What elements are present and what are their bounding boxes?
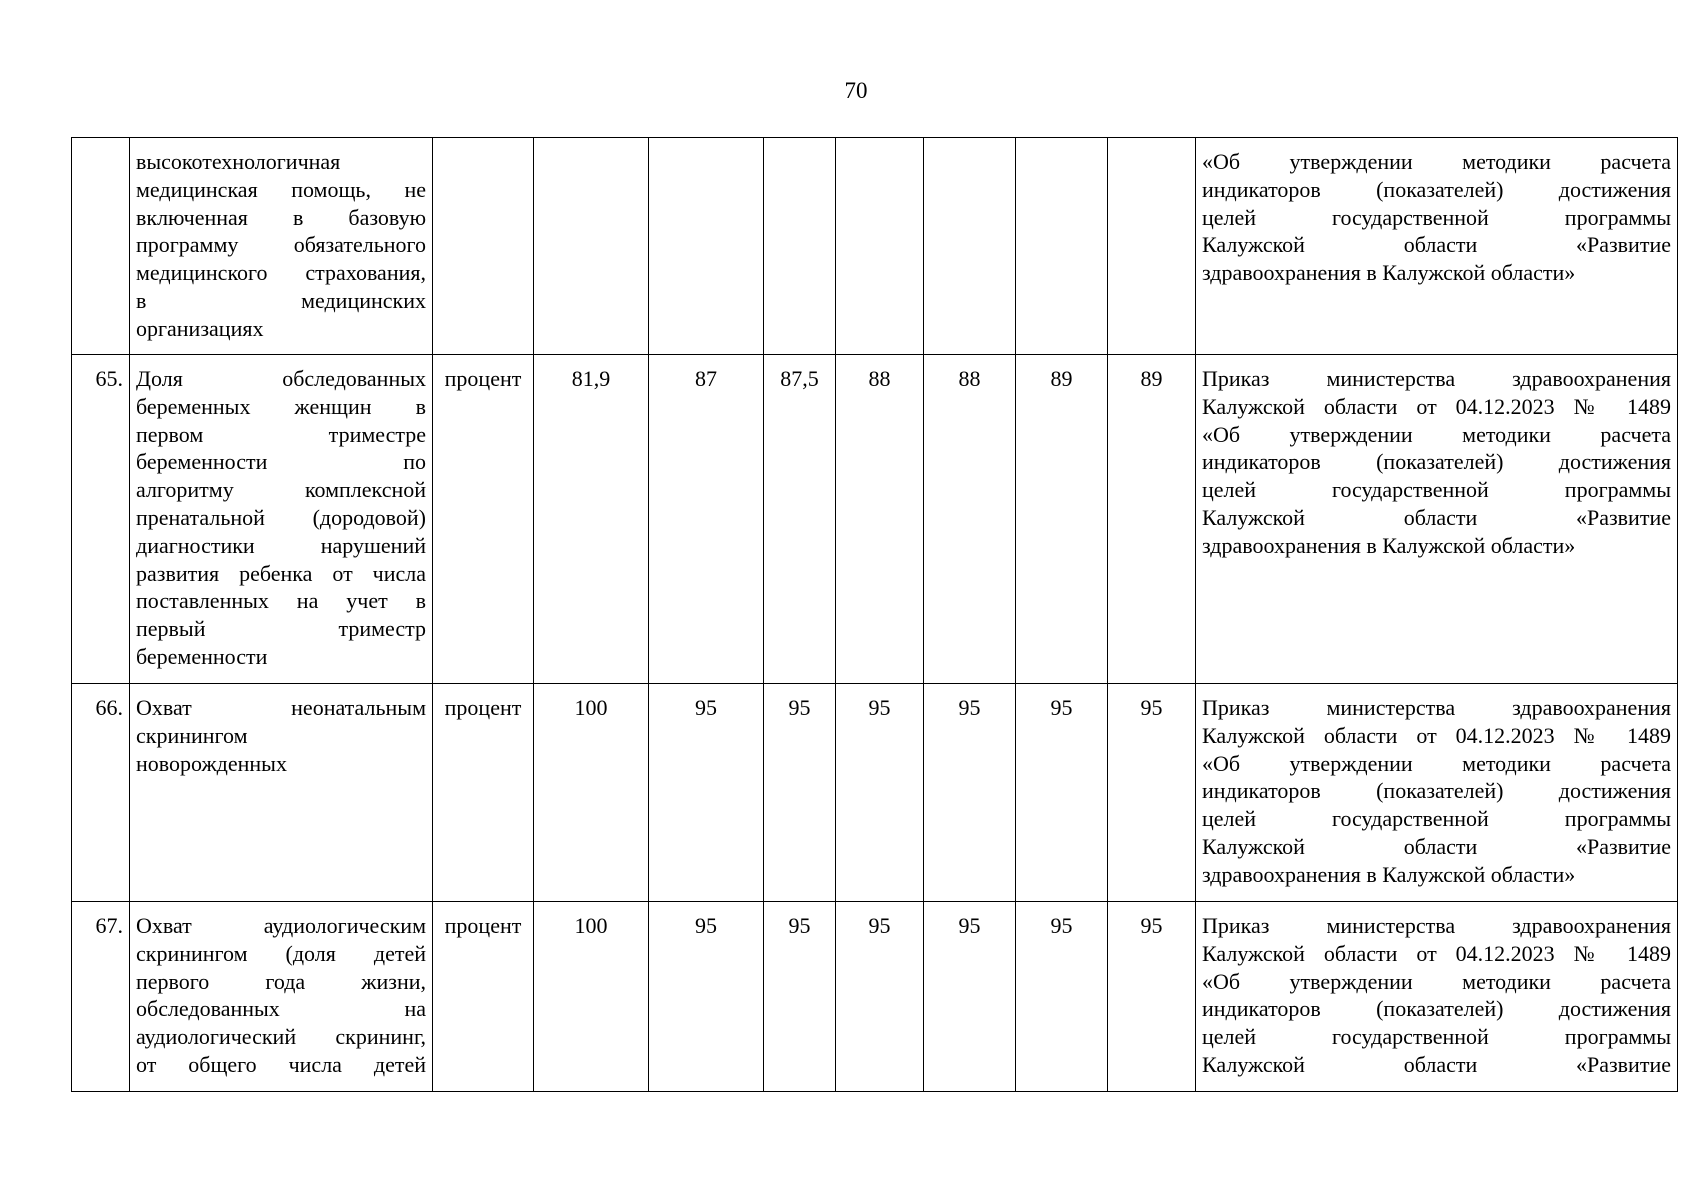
source-document-line: Калужской области от 04.12.2023 № 1489 [1202, 940, 1671, 966]
value-cell: 95 [1016, 902, 1108, 1092]
source-document-cell [1196, 355, 1678, 684]
source-document-cell [1196, 138, 1678, 355]
source-document-line: Приказ министерства здравоохранения [1202, 366, 1671, 391]
row-number-cell: 65. [72, 355, 130, 684]
value-cell: 95 [836, 684, 924, 902]
value-cell: 100 [534, 684, 649, 902]
source-document-line: целей государственной программы [1202, 1024, 1671, 1050]
source-document-line: «Об утверждении методики расчета [1202, 421, 1671, 447]
indicator-name-line: пренатальной (дородовой) [136, 504, 426, 530]
source-document-line: «Об утверждении методики расчета [1202, 750, 1671, 776]
indicator-name-line: медицинского страхования, [136, 260, 426, 286]
value-cell: 81,9 [534, 355, 649, 684]
indicator-name-line: включенная в базовую [136, 204, 426, 230]
source-document-line: Калужской области «Развитие [1202, 1051, 1671, 1077]
table-body [72, 138, 1678, 1092]
indicator-name-line: скринингом (доля детей [136, 940, 426, 966]
indicator-name-line: первый триместр [136, 616, 426, 642]
indicator-name-line: программу обязательного [136, 232, 426, 258]
source-document-line: Приказ министерства здравоохранения [1202, 913, 1671, 938]
indicator-name-line: первом триместре [136, 421, 426, 447]
value-cell: 95 [764, 902, 836, 1092]
indicator-name-line: диагностики нарушений [136, 532, 426, 558]
indicator-name-line: беременности по [136, 449, 426, 475]
value-cell: 95 [649, 684, 764, 902]
row-number-cell: 66. [72, 684, 130, 902]
value-cell [924, 138, 1016, 355]
value-cell: 88 [924, 355, 1016, 684]
value-cell [764, 138, 836, 355]
source-document-line: целей государственной программы [1202, 204, 1671, 230]
source-document-cell [1196, 684, 1678, 902]
unit-cell: процент [433, 355, 534, 684]
value-cell [1108, 138, 1196, 355]
indicator-name-line: Охват аудиологическим [136, 913, 426, 938]
source-document-line: здравоохранения в Калужской области» [1202, 861, 1576, 887]
source-document-cell [1196, 902, 1678, 1092]
indicator-name-line: Охват неонатальным [136, 695, 426, 720]
source-document-line: Калужской области от 04.12.2023 № 1489 [1202, 722, 1671, 748]
source-document-line: «Об утверждении методики расчета [1202, 968, 1671, 994]
table-row [72, 355, 1678, 684]
page-number: 70 [844, 78, 868, 103]
source-document-line: индикаторов (показателей) достижения [1202, 778, 1671, 804]
source-document-line: Калужской области «Развитие [1202, 232, 1671, 258]
value-cell: 89 [1016, 355, 1108, 684]
table-row [72, 138, 1678, 355]
indicator-name-line: беременности [136, 643, 268, 669]
value-cell [534, 138, 649, 355]
value-cell: 95 [1108, 902, 1196, 1092]
unit-cell: процент [433, 902, 534, 1092]
source-document-line: целей государственной программы [1202, 477, 1671, 503]
indicator-name-line: Доля обследованных [136, 366, 426, 391]
value-cell: 87,5 [764, 355, 836, 684]
indicator-name-line: обследованных на [136, 996, 426, 1022]
value-cell: 95 [924, 902, 1016, 1092]
indicator-name-cell [130, 684, 433, 902]
indicator-name-line: новорожденных [136, 750, 287, 776]
indicator-name-line: от общего числа детей [136, 1051, 426, 1077]
indicator-name-line: первого года жизни, [136, 968, 426, 994]
table-row [72, 684, 1678, 902]
indicator-name-cell [130, 138, 433, 355]
indicator-name-cell [130, 902, 433, 1092]
indicator-name-line: медицинская помощь, не [136, 176, 426, 202]
value-cell: 95 [1108, 684, 1196, 902]
value-cell: 87 [649, 355, 764, 684]
source-document-line: «Об утверждении методики расчета [1202, 149, 1671, 174]
value-cell [836, 138, 924, 355]
source-document-line: Приказ министерства здравоохранения [1202, 695, 1671, 720]
source-document-line: Калужской области от 04.12.2023 № 1489 [1202, 393, 1671, 419]
source-document-line: индикаторов (показателей) достижения [1202, 176, 1671, 202]
unit-cell: процент [433, 684, 534, 902]
source-document-line: Калужской области «Развитие [1202, 833, 1671, 859]
source-document-line: здравоохранения в Калужской области» [1202, 532, 1576, 558]
source-document-line: Калужской области «Развитие [1202, 504, 1671, 530]
value-cell: 95 [1016, 684, 1108, 902]
value-cell: 100 [534, 902, 649, 1092]
row-number-cell: 67. [72, 902, 130, 1092]
indicator-name-cell [130, 355, 433, 684]
table-row [72, 902, 1678, 1092]
indicator-name-line: развития ребенка от числа [136, 560, 426, 586]
indicator-name-line: аудиологический скрининг, [136, 1024, 426, 1050]
indicator-name-line: скринингом [136, 722, 248, 748]
source-document-line: целей государственной программы [1202, 806, 1671, 832]
source-document-line: индикаторов (показателей) достижения [1202, 996, 1671, 1022]
source-document-line: здравоохранения в Калужской области» [1202, 260, 1576, 286]
unit-cell [433, 138, 534, 355]
indicator-name-line: в медицинских [136, 287, 426, 313]
indicators-table [71, 137, 1678, 1092]
indicator-name-line: алгоритму комплексной [136, 477, 426, 503]
indicator-name-line: поставленных на учет в [136, 588, 426, 614]
value-cell: 95 [836, 902, 924, 1092]
row-number-cell [72, 138, 130, 355]
value-cell: 95 [764, 684, 836, 902]
indicator-name-line: высокотехнологичная [136, 149, 341, 174]
value-cell [649, 138, 764, 355]
source-document-line: индикаторов (показателей) достижения [1202, 449, 1671, 475]
value-cell: 88 [836, 355, 924, 684]
value-cell: 95 [649, 902, 764, 1092]
value-cell: 89 [1108, 355, 1196, 684]
value-cell [1016, 138, 1108, 355]
indicator-name-line: беременных женщин в [136, 393, 426, 419]
value-cell: 95 [924, 684, 1016, 902]
indicator-name-line: организациях [136, 315, 264, 341]
